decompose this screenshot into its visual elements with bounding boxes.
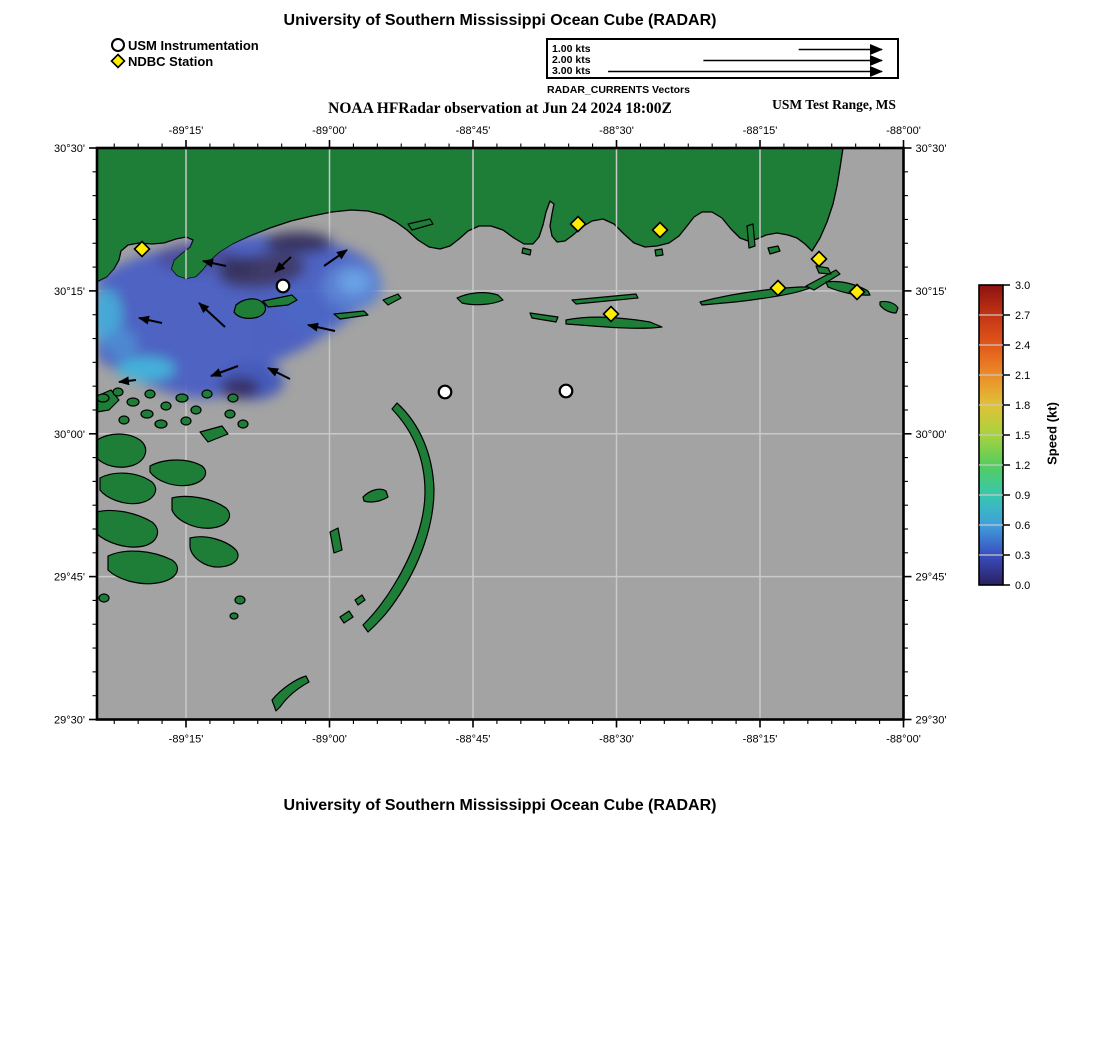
colorbar-tick-label: 1.2 bbox=[1015, 460, 1031, 472]
usm-instrumentation-icon bbox=[112, 39, 124, 51]
observation-title: NOAA HFRadar observation at Jun 24 2024 18:00Z bbox=[328, 100, 672, 117]
scale-box-caption: RADAR_CURRENTS Vectors bbox=[547, 84, 690, 96]
x-tick-label-bottom: -88°45' bbox=[455, 733, 491, 746]
usm-instrument-marker bbox=[560, 385, 573, 398]
x-tick-label-bottom: -88°00' bbox=[886, 733, 921, 746]
colorbar-tick-label: 2.1 bbox=[1015, 370, 1031, 382]
y-tick-label-left: 30°00' bbox=[54, 428, 85, 441]
colorbar-tick-label: 0.9 bbox=[1015, 490, 1031, 502]
colorbar-tick-label: 1.5 bbox=[1015, 430, 1031, 442]
legend-usm-label: USM Instrumentation bbox=[128, 38, 259, 53]
x-tick-label-top: -89°15' bbox=[168, 125, 204, 137]
y-tick-label-right: 29°45' bbox=[915, 571, 947, 584]
y-tick-label-right: 29°30' bbox=[915, 714, 947, 727]
y-tick-label-left: 29°45' bbox=[54, 571, 85, 584]
y-tick-label-left: 30°30' bbox=[54, 143, 85, 155]
usm-instrument-marker bbox=[439, 386, 452, 399]
legend-ndbc-label: NDBC Station bbox=[128, 54, 214, 69]
colorbar-tick-label: 0.0 bbox=[1015, 580, 1031, 592]
y-tick-label-right: 30°30' bbox=[915, 143, 947, 155]
bottom-title: University of Southern Mississippi Ocean Cube (RADAR) bbox=[283, 797, 717, 814]
vector-scale-arrows bbox=[608, 50, 882, 72]
scale-row-2: 2.00 kts bbox=[552, 54, 591, 66]
scale-row-1: 1.00 kts bbox=[552, 43, 591, 55]
scale-row-3: 3.00 kts bbox=[552, 65, 591, 77]
colorbar-axis-label: Speed (kt) bbox=[1044, 402, 1060, 465]
x-tick-label-bottom: -89°15' bbox=[168, 733, 204, 746]
colorbar-tick-label: 0.3 bbox=[1015, 550, 1031, 562]
colorbar-tick-label: 0.6 bbox=[1015, 520, 1031, 532]
x-tick-label-bottom: -89°00' bbox=[312, 733, 347, 746]
colorbar-tick-label: 1.8 bbox=[1015, 400, 1031, 412]
colorbar-tick-label: 2.7 bbox=[1015, 310, 1031, 322]
x-tick-label-top: -88°45' bbox=[455, 125, 491, 137]
colorbar-tick-label: 3.0 bbox=[1015, 280, 1031, 292]
y-tick-label-right: 30°00' bbox=[915, 428, 947, 441]
colorbar-tick-label: 2.4 bbox=[1015, 340, 1031, 352]
usm-instrument-marker bbox=[277, 280, 290, 293]
page-title: University of Southern Mississippi Ocean Cube (RADAR) bbox=[283, 12, 717, 29]
x-tick-label-top: -89°00' bbox=[312, 125, 347, 137]
range-label: USM Test Range, MS bbox=[772, 97, 896, 112]
y-tick-label-left: 29°30' bbox=[54, 714, 85, 727]
y-tick-label-left: 30°15' bbox=[54, 285, 85, 298]
x-tick-label-bottom: -88°15' bbox=[742, 733, 778, 746]
x-tick-label-top: -88°30' bbox=[599, 125, 634, 137]
x-tick-label-top: -88°15' bbox=[742, 125, 778, 137]
colorbar bbox=[979, 280, 1030, 592]
x-tick-label-bottom: -88°30' bbox=[599, 733, 634, 746]
y-tick-label-right: 30°15' bbox=[915, 285, 947, 298]
ndbc-station-icon bbox=[112, 55, 125, 68]
x-tick-label-top: -88°00' bbox=[886, 125, 921, 137]
